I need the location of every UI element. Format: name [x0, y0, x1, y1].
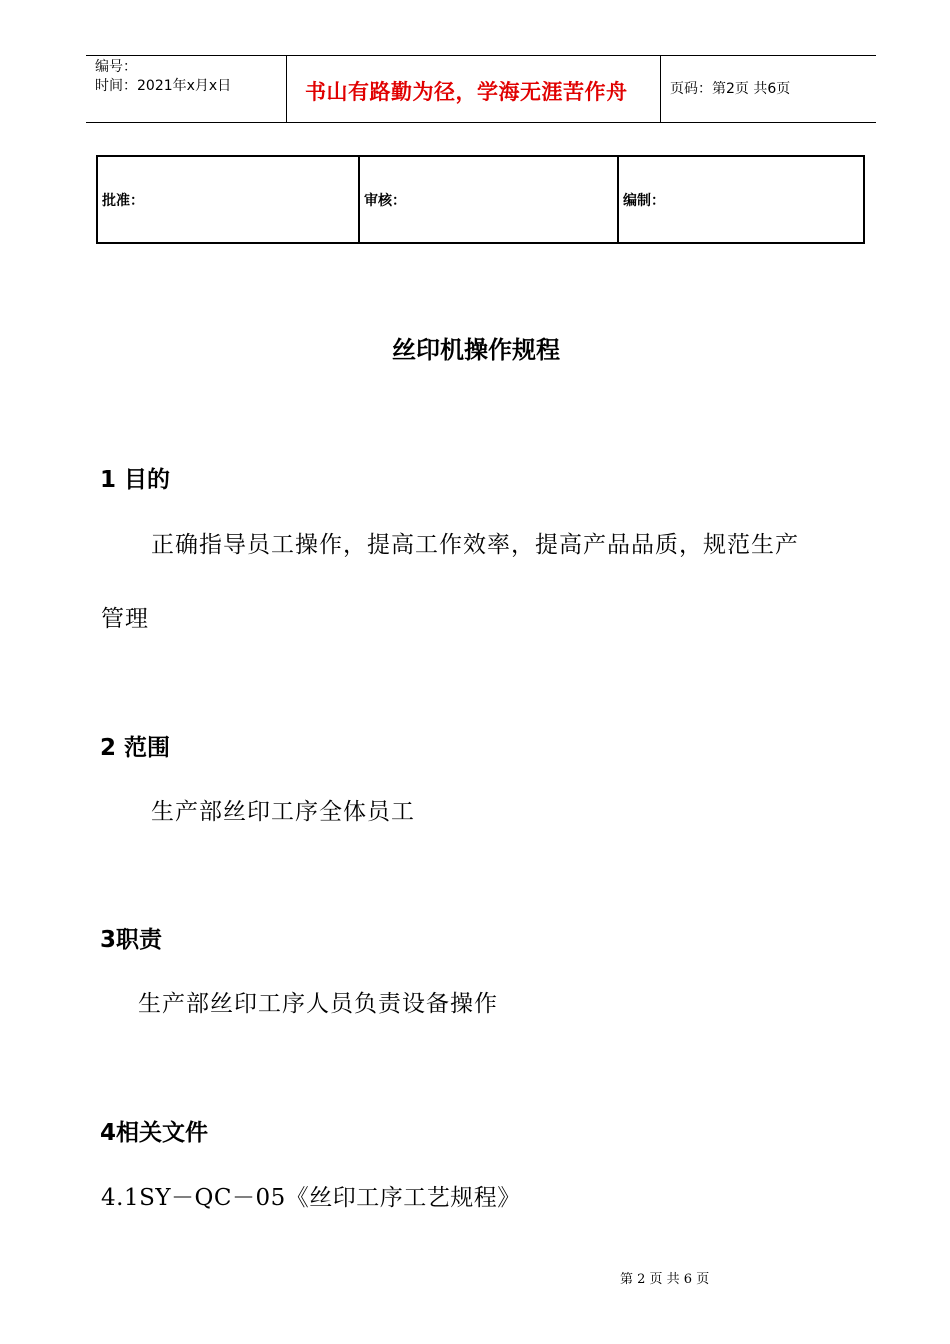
- page-footer: 第 2 页 共 6 页: [620, 1272, 710, 1287]
- review-label: 审核：: [364, 192, 406, 209]
- section-heading-purpose: 1 目的: [100, 467, 171, 493]
- header-motto: 书山有路勤为径，学海无涯苦作舟: [305, 80, 628, 104]
- section-body-purpose-line1: 正确指导员工操作，提高工作效率，提高产品品质，规范生产: [151, 532, 799, 558]
- prepare-label: 编制：: [623, 192, 665, 209]
- document-time-label: 时间：2021年x月x日: [95, 78, 232, 94]
- approve-cell: [98, 157, 358, 242]
- section-heading-scope: 2 范围: [100, 735, 171, 761]
- section-body-purpose-line2: 管理: [101, 606, 149, 632]
- header-top-rule: [86, 55, 876, 56]
- section-heading-responsibility: 3职责: [100, 927, 163, 953]
- header-divider: [286, 55, 287, 123]
- document-title: 丝印机操作规程: [392, 336, 560, 364]
- header-bottom-rule: [86, 122, 876, 123]
- approve-label: 批准：: [102, 192, 144, 209]
- header-divider: [660, 55, 661, 123]
- header-page-info: 页码：第2页 共6页: [670, 81, 791, 97]
- section-body-responsibility: 生产部丝印工序人员负责设备操作: [138, 991, 498, 1017]
- document-number-label: 编号：: [95, 59, 137, 75]
- signature-table: [96, 155, 865, 244]
- review-cell: [358, 157, 617, 242]
- section-body-scope: 生产部丝印工序全体员工: [151, 799, 415, 825]
- section-heading-related-docs: 4相关文件: [100, 1120, 209, 1146]
- section-body-related-docs: 4.1SY－QC－05《丝印工序工艺规程》: [101, 1185, 521, 1211]
- prepare-cell: [617, 157, 863, 242]
